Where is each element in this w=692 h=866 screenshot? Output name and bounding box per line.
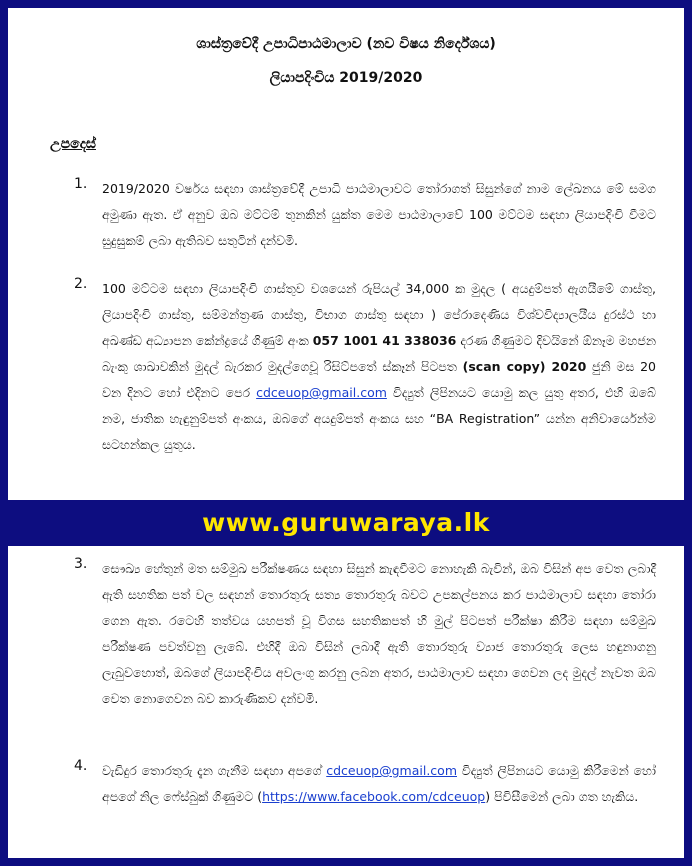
item-text-part: ) පිවිසීමෙන් ලබා ගත හැකිය.: [485, 789, 639, 804]
scan-copy-note: (scan copy) 2020: [462, 359, 587, 374]
account-number: 057 1001 41 338036: [312, 333, 457, 348]
document-bottom-section: [8, 546, 684, 858]
item-number: 4.: [74, 758, 88, 774]
ba-registration-note: “BA Registration”: [429, 411, 541, 426]
instruction-item-2: [74, 276, 656, 458]
item-text-part: යන්න අනිවාර්යෙන්ම සටහන්කල යුතුය.: [102, 411, 656, 452]
instruction-item-1: [74, 176, 656, 254]
banner-url[interactable]: www.guruwaraya.lk: [202, 508, 490, 537]
item-number: 2.: [74, 276, 88, 292]
item-text: 2019/2020 වර්ෂය සඳහා ශාස්ත්‍රවේදී උපාධි පාඨමාලාවට තෝරාගත් සිසුන්ගේ නාම ලේඛනය මේ සමග අමුණා ඇත. ඒ අනුව ඔබ මට්ටම් තුනකින් යුක්ත මෙම පාඨමාලාවේ 100 මට්ටම සඳහා ලියාපදිංචි වීමට සුදුසුකම් ලබා ඇතිබව සතුටින් දන්වමි.: [102, 181, 656, 248]
item-text: [102, 758, 656, 810]
item-text-part: වැඩිදුර තොරතුරු දැන ගැනීම සඳහා අපගේ: [102, 763, 327, 778]
item-text: සෞඛ්‍ය හේතුන් මත සම්මුඛ පරීක්ෂණය සඳහා සිසුන් කැඳවීමට නොහැකි බැවින්, ඔබ විසින් අප වෙත ලබාදී ඇති සහතික පත් වල සඳහන් තොරතුරු සත්‍ය තොරතුරු බවට උපකල්පනය කර පාඨමාලාව සඳහා තෝරා ගෙන ඇත. රටෙහි තත්වය යහපත් වූ විගස සහතිකපත් හි මුල් පිටපත් පරීක්ෂා කිරීම සඳහා සම්මුඛ පරීක්ෂණ පවත්වනු ලැබේ. එහිදී ඔබ විසින් ලබාදී ඇති තොරතුරු ව්‍යාජ තොරතුරු ලෙස හඳුනාගනු ලැබුවහොත්, ඔබගේ ලියාපදිංචිය අවලංගු කරනු ලබන අතර, පාඨමාලාව සඳහා ගෙවන ලද මුදල් නැවත ඔබ වෙත නොගෙවන බව කාරුණිකව දන්වමි.: [102, 561, 656, 706]
email-link[interactable]: cdceuop@gmail.com: [256, 385, 387, 400]
email-link[interactable]: cdceuop@gmail.com: [326, 763, 457, 778]
instruction-item-4: [74, 758, 656, 810]
item-text-part: විද්‍යුත් ලිපිනයට යොමු කිරීමෙන් හෝ අපගේ නිල ෆේස්බුක් ගිණුමට (: [102, 763, 656, 804]
watermark-banner: [0, 500, 692, 546]
document-top-section: [8, 8, 684, 500]
item-text: [102, 276, 656, 458]
item-text-part: ජුනි මස 20 වන දිනට හෝ එදිනට පෙර: [102, 359, 656, 400]
facebook-link[interactable]: https://www.facebook.com/cdceuop: [262, 789, 486, 804]
item-number: 3.: [74, 556, 88, 572]
document-subtitle: ලියාපදිංචිය 2019/2020: [269, 70, 423, 86]
item-number: 1.: [74, 176, 88, 192]
instruction-item-3: [74, 556, 656, 712]
section-heading: උපදෙස්: [50, 136, 96, 152]
item-text-part: විද්‍යුත් ලිපිනයට යොමු කල යුතු අතර, එහි ඔබේ නම, ජාතික හැඳුනුම්පත් අංකය, ඔබගේ අයදුම්පත් අංකය සහ: [102, 385, 656, 426]
document-title: ශාස්ත්‍රවේදී උපාධිපාඨමාලාව (නව විෂය නිර්දේශය): [196, 36, 496, 52]
item-text-part: දරණ ගිණුමට දිවයිනේ ඕනෑම මහජන බැංකු ශාඛාවකින් මුදල් බැරකර මුදල්ගෙවූ රිසිට්පතේ ස්කෑන් පිටපත: [102, 333, 656, 374]
item-text-part: 100 මට්ටම සඳහා ලියාපදිංචි ගාස්තුව වශයෙන් රුපියල් 34,000 ක මුදල ( අයදුම්පත් ඇගයීමේ ගාස්තු, ලියාපදිංචි ගාස්තු, සම්මන්ත්‍රණ ගාස්තු, විභාග ගාස්තු සඳහා ) පේරාදෙණිය විශ්වවිද්‍යාලයීය දුරස්ථ හා අඛණ්ඩ අධ්‍යාපන කේන්ද්‍රයේ ගිණුම් අංක: [102, 281, 656, 348]
